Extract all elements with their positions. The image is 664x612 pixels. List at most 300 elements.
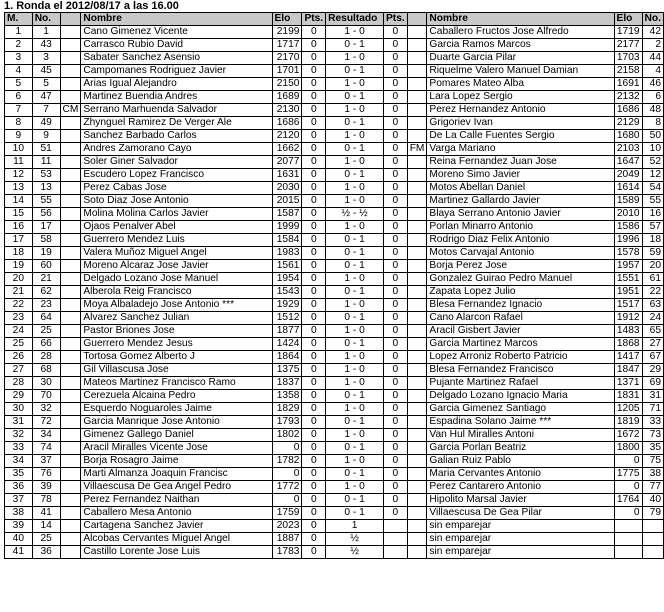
header-no-white: No.	[32, 13, 60, 26]
cell-pts-white: 0	[302, 364, 326, 377]
cell-name-black: Hipolito Marsal Javier	[427, 494, 614, 507]
cell-result: 1 - 0	[326, 351, 384, 364]
cell-pts-black: 0	[384, 468, 408, 481]
cell-pts-black: 0	[384, 156, 408, 169]
cell-no-white: 56	[32, 208, 60, 221]
cell-title-white	[60, 221, 81, 234]
cell-board: 6	[5, 91, 33, 104]
cell-no-white: 37	[32, 455, 60, 468]
header-elo-black: Elo	[614, 13, 642, 26]
table-row	[5, 442, 664, 455]
cell-pts-white: 0	[302, 78, 326, 91]
cell-elo-white: 1864	[272, 351, 302, 364]
cell-pts-white: 0	[302, 455, 326, 468]
cell-title-white	[60, 481, 81, 494]
table-row	[5, 104, 664, 117]
cell-elo-white: 1772	[272, 481, 302, 494]
cell-name-black: Motos Abellan Daniel	[427, 182, 614, 195]
cell-board: 23	[5, 312, 33, 325]
cell-pts-black: 0	[384, 286, 408, 299]
cell-board: 21	[5, 286, 33, 299]
cell-pts-white: 0	[302, 104, 326, 117]
header-name-black: Nombre	[427, 13, 614, 26]
cell-board: 29	[5, 390, 33, 403]
cell-result: 0 - 1	[326, 91, 384, 104]
cell-title-black	[407, 546, 427, 559]
cell-title-white	[60, 416, 81, 429]
cell-name-white: Serrano Marhuenda Salvador	[81, 104, 272, 117]
cell-elo-black: 1703	[614, 52, 642, 65]
cell-no-black: 4	[642, 65, 663, 78]
cell-no-white: 43	[32, 39, 60, 52]
cell-title-black	[407, 260, 427, 273]
table-row	[5, 429, 664, 442]
cell-title-black	[407, 91, 427, 104]
cell-board: 4	[5, 65, 33, 78]
cell-title-black	[407, 429, 427, 442]
cell-pts-black: 0	[384, 39, 408, 52]
cell-board: 34	[5, 455, 33, 468]
cell-no-black: 40	[642, 494, 663, 507]
table-row	[5, 195, 664, 208]
cell-title-black	[407, 351, 427, 364]
cell-result: 1 - 0	[326, 481, 384, 494]
cell-title-white	[60, 377, 81, 390]
cell-elo-black: 1691	[614, 78, 642, 91]
cell-title-white	[60, 117, 81, 130]
cell-elo-black: 1551	[614, 273, 642, 286]
header-result: Resultado	[326, 13, 384, 26]
table-row	[5, 377, 664, 390]
cell-title-white	[60, 494, 81, 507]
cell-result: 1 - 0	[326, 130, 384, 143]
cell-pts-black: 0	[384, 403, 408, 416]
cell-pts-black	[384, 533, 408, 546]
cell-title-white: CM	[60, 104, 81, 117]
cell-pts-white: 0	[302, 507, 326, 520]
cell-no-black: 44	[642, 52, 663, 65]
cell-name-black: Grigoriev Ivan	[427, 117, 614, 130]
cell-pts-black: 0	[384, 312, 408, 325]
cell-title-black	[407, 481, 427, 494]
cell-elo-white: 1829	[272, 403, 302, 416]
cell-title-black	[407, 494, 427, 507]
table-row	[5, 260, 664, 273]
cell-board: 12	[5, 169, 33, 182]
table-row	[5, 247, 664, 260]
table-row	[5, 351, 664, 364]
cell-pts-white: 0	[302, 468, 326, 481]
cell-no-white: 76	[32, 468, 60, 481]
cell-no-black	[642, 520, 663, 533]
cell-no-black: 27	[642, 338, 663, 351]
cell-elo-white: 1983	[272, 247, 302, 260]
cell-elo-white: 1543	[272, 286, 302, 299]
cell-name-white: Gimenez Gallego Daniel	[81, 429, 272, 442]
cell-title-white	[60, 520, 81, 533]
cell-elo-white: 1561	[272, 260, 302, 273]
cell-elo-white: 1782	[272, 455, 302, 468]
cell-title-black	[407, 65, 427, 78]
cell-result: 0 - 1	[326, 117, 384, 130]
cell-title-black	[407, 208, 427, 221]
cell-no-white: 17	[32, 221, 60, 234]
table-row	[5, 221, 664, 234]
table-row	[5, 468, 664, 481]
cell-result: ½	[326, 546, 384, 559]
cell-title-black	[407, 26, 427, 39]
cell-title-white	[60, 91, 81, 104]
cell-elo-black: 0	[614, 455, 642, 468]
cell-name-black: Cano Alarcon Rafael	[427, 312, 614, 325]
cell-name-black: Zapata Lopez Julio	[427, 286, 614, 299]
cell-elo-white: 1584	[272, 234, 302, 247]
cell-title-black	[407, 78, 427, 91]
cell-title-black	[407, 169, 427, 182]
cell-elo-black: 1775	[614, 468, 642, 481]
cell-no-white: 72	[32, 416, 60, 429]
cell-result: 1 - 0	[326, 104, 384, 117]
table-row	[5, 130, 664, 143]
cell-pts-black: 0	[384, 325, 408, 338]
cell-title-black	[407, 104, 427, 117]
cell-name-black: Porlan Minarro Antonio	[427, 221, 614, 234]
cell-title-black	[407, 364, 427, 377]
cell-pts-black: 0	[384, 390, 408, 403]
cell-name-white: Ojaos Penalver Abel	[81, 221, 272, 234]
cell-board: 30	[5, 403, 33, 416]
cell-name-white: Campomanes Rodriguez Javier	[81, 65, 272, 78]
cell-no-white: 64	[32, 312, 60, 325]
cell-elo-black: 1578	[614, 247, 642, 260]
cell-no-white: 60	[32, 260, 60, 273]
cell-title-white	[60, 78, 81, 91]
cell-no-black: 29	[642, 364, 663, 377]
cell-board: 9	[5, 130, 33, 143]
cell-name-white: Borja Rosagro Jaime	[81, 455, 272, 468]
cell-no-black: 63	[642, 299, 663, 312]
table-row	[5, 481, 664, 494]
cell-name-black: sin emparejar	[427, 533, 614, 546]
cell-title-black	[407, 403, 427, 416]
cell-name-white: Guerrero Mendez Jesus	[81, 338, 272, 351]
cell-no-black: 22	[642, 286, 663, 299]
cell-result: 1 - 0	[326, 78, 384, 91]
cell-elo-black: 1819	[614, 416, 642, 429]
table-row	[5, 26, 664, 39]
cell-pts-white: 0	[302, 429, 326, 442]
cell-result: 0 - 1	[326, 338, 384, 351]
cell-name-white: Caballero Mesa Antonio	[81, 507, 272, 520]
cell-elo-black: 1680	[614, 130, 642, 143]
cell-result: 1 - 0	[326, 377, 384, 390]
cell-board: 5	[5, 78, 33, 91]
cell-title-white	[60, 312, 81, 325]
cell-pts-black: 0	[384, 455, 408, 468]
cell-name-white: Soto Diaz Jose Antonio	[81, 195, 272, 208]
cell-no-white: 55	[32, 195, 60, 208]
cell-title-white	[60, 26, 81, 39]
cell-name-white: Pastor Briones Jose	[81, 325, 272, 338]
table-row	[5, 39, 664, 52]
cell-title-black	[407, 182, 427, 195]
cell-elo-white: 1887	[272, 533, 302, 546]
cell-elo-black: 2010	[614, 208, 642, 221]
cell-name-white: Arias Igual Alejandro	[81, 78, 272, 91]
cell-name-black: sin emparejar	[427, 520, 614, 533]
cell-title-black	[407, 507, 427, 520]
cell-title-white	[60, 234, 81, 247]
cell-result: 1 - 0	[326, 52, 384, 65]
cell-board: 8	[5, 117, 33, 130]
cell-title-white	[60, 364, 81, 377]
cell-no-black: 55	[642, 195, 663, 208]
cell-no-white: 32	[32, 403, 60, 416]
cell-name-white: Cano Gimenez Vicente	[81, 26, 272, 39]
cell-result: 0 - 1	[326, 65, 384, 78]
cell-board: 17	[5, 234, 33, 247]
table-row	[5, 182, 664, 195]
cell-title-white	[60, 299, 81, 312]
cell-no-white: 78	[32, 494, 60, 507]
cell-title-white	[60, 169, 81, 182]
cell-title-black	[407, 338, 427, 351]
cell-pts-black: 0	[384, 377, 408, 390]
cell-no-white: 45	[32, 65, 60, 78]
cell-pts-white: 0	[302, 299, 326, 312]
cell-board: 41	[5, 546, 33, 559]
cell-name-white: Alvarez Sanchez Julian	[81, 312, 272, 325]
table-row	[5, 416, 664, 429]
cell-no-white: 14	[32, 520, 60, 533]
cell-no-black: 69	[642, 377, 663, 390]
cell-board: 31	[5, 416, 33, 429]
cell-elo-black: 1517	[614, 299, 642, 312]
cell-pts-black: 0	[384, 481, 408, 494]
cell-pts-white: 0	[302, 182, 326, 195]
cell-pts-white: 0	[302, 351, 326, 364]
cell-pts-black: 0	[384, 338, 408, 351]
header-elo-white: Elo	[272, 13, 302, 26]
cell-board: 26	[5, 351, 33, 364]
cell-pts-white: 0	[302, 286, 326, 299]
cell-pts-black: 0	[384, 65, 408, 78]
cell-pts-black: 0	[384, 91, 408, 104]
cell-name-white: Moreno Alcaraz Jose Javier	[81, 260, 272, 273]
cell-result: 1 - 0	[326, 273, 384, 286]
cell-result: 1 - 0	[326, 325, 384, 338]
cell-elo-black: 2132	[614, 91, 642, 104]
cell-pts-black: 0	[384, 52, 408, 65]
cell-pts-black: 0	[384, 429, 408, 442]
cell-name-white: Escudero Lopez Francisco	[81, 169, 272, 182]
cell-pts-black: 0	[384, 26, 408, 39]
cell-result: 1 - 0	[326, 182, 384, 195]
page-title: 1. Ronda el 2012/08/17 a las 16.00	[4, 0, 179, 12]
cell-result: 0 - 1	[326, 494, 384, 507]
cell-elo-white: 1793	[272, 416, 302, 429]
cell-pts-white: 0	[302, 273, 326, 286]
cell-pts-black: 0	[384, 273, 408, 286]
cell-pts-white: 0	[302, 130, 326, 143]
cell-elo-black: 0	[614, 481, 642, 494]
cell-name-white: Perez Fernandez Naithan	[81, 494, 272, 507]
cell-result: 1 - 0	[326, 455, 384, 468]
cell-no-white: 58	[32, 234, 60, 247]
header-title-black	[407, 13, 427, 26]
cell-name-black: Garcia Martinez Marcos	[427, 338, 614, 351]
cell-result: 0 - 1	[326, 286, 384, 299]
cell-board: 28	[5, 377, 33, 390]
cell-name-black: Pujante Martinez Rafael	[427, 377, 614, 390]
cell-no-white: 9	[32, 130, 60, 143]
cell-title-black	[407, 520, 427, 533]
cell-board: 22	[5, 299, 33, 312]
cell-title-black	[407, 156, 427, 169]
cell-pts-white: 0	[302, 39, 326, 52]
cell-pts-white: 0	[302, 403, 326, 416]
cell-no-black: 42	[642, 26, 663, 39]
cell-title-white	[60, 182, 81, 195]
table-row	[5, 117, 664, 130]
cell-board: 11	[5, 156, 33, 169]
cell-no-black: 12	[642, 169, 663, 182]
cell-board: 16	[5, 221, 33, 234]
cell-title-white	[60, 208, 81, 221]
cell-name-white: Valera Muñoz Miguel Angel	[81, 247, 272, 260]
cell-name-black: Reina Fernandez Juan Jose	[427, 156, 614, 169]
cell-name-black: De La Calle Fuentes Sergio	[427, 130, 614, 143]
cell-board: 18	[5, 247, 33, 260]
cell-name-white: Cerezuela Alcaina Pedro	[81, 390, 272, 403]
cell-name-black: Delgado Lozano Ignacio Maria	[427, 390, 614, 403]
cell-board: 32	[5, 429, 33, 442]
pairings-body	[5, 26, 664, 559]
cell-elo-white: 1929	[272, 299, 302, 312]
cell-name-black: Motos Carvajal Antonio	[427, 247, 614, 260]
cell-elo-white: 0	[272, 468, 302, 481]
cell-no-black: 77	[642, 481, 663, 494]
cell-no-black: 73	[642, 429, 663, 442]
cell-elo-white: 2150	[272, 78, 302, 91]
cell-no-black: 54	[642, 182, 663, 195]
cell-title-black	[407, 273, 427, 286]
cell-board: 24	[5, 325, 33, 338]
cell-title-black: FM	[407, 143, 427, 156]
cell-elo-white: 2170	[272, 52, 302, 65]
cell-no-white: 74	[32, 442, 60, 455]
cell-title-white	[60, 546, 81, 559]
cell-elo-black: 1417	[614, 351, 642, 364]
cell-pts-black: 0	[384, 104, 408, 117]
cell-board: 35	[5, 468, 33, 481]
cell-board: 1	[5, 26, 33, 39]
cell-name-black: Blesa Fernandez Francisco	[427, 364, 614, 377]
cell-no-white: 36	[32, 546, 60, 559]
cell-elo-black: 2103	[614, 143, 642, 156]
cell-title-black	[407, 325, 427, 338]
cell-pts-white: 0	[302, 234, 326, 247]
table-row	[5, 520, 664, 533]
cell-no-black: 18	[642, 234, 663, 247]
cell-no-white: 39	[32, 481, 60, 494]
cell-pts-white: 0	[302, 377, 326, 390]
cell-name-white: Alcobas Cervantes Miguel Angel	[81, 533, 272, 546]
cell-result: 1 - 0	[326, 299, 384, 312]
cell-title-black	[407, 533, 427, 546]
cell-elo-black: 1847	[614, 364, 642, 377]
header-no-black: No.	[642, 13, 663, 26]
cell-pts-white: 0	[302, 65, 326, 78]
cell-no-black: 8	[642, 117, 663, 130]
cell-no-black: 20	[642, 260, 663, 273]
cell-board: 25	[5, 338, 33, 351]
cell-title-white	[60, 195, 81, 208]
cell-pts-black: 0	[384, 299, 408, 312]
cell-elo-white: 2023	[272, 520, 302, 533]
cell-elo-black: 2177	[614, 39, 642, 52]
cell-no-black: 50	[642, 130, 663, 143]
cell-name-black: Blesa Fernandez Ignacio	[427, 299, 614, 312]
cell-no-black: 10	[642, 143, 663, 156]
table-row	[5, 65, 664, 78]
cell-elo-black	[614, 546, 642, 559]
cell-no-white: 68	[32, 364, 60, 377]
table-row	[5, 169, 664, 182]
cell-no-black: 59	[642, 247, 663, 260]
header-title-white	[60, 13, 81, 26]
cell-elo-white: 1802	[272, 429, 302, 442]
cell-no-white: 66	[32, 338, 60, 351]
cell-name-white: Delgado Lozano Jose Manuel	[81, 273, 272, 286]
table-row	[5, 208, 664, 221]
cell-elo-black: 1996	[614, 234, 642, 247]
cell-no-white: 3	[32, 52, 60, 65]
cell-name-black: Blaya Serrano Antonio Javier	[427, 208, 614, 221]
cell-title-white	[60, 260, 81, 273]
cell-board: 15	[5, 208, 33, 221]
cell-title-white	[60, 273, 81, 286]
cell-no-black: 31	[642, 390, 663, 403]
cell-name-black: Martinez Gallardo Javier	[427, 195, 614, 208]
cell-elo-black: 1800	[614, 442, 642, 455]
cell-name-black: Moreno Simo Javier	[427, 169, 614, 182]
cell-no-black: 35	[642, 442, 663, 455]
cell-result: 0 - 1	[326, 39, 384, 52]
cell-name-black: Galian Ruiz Pablo	[427, 455, 614, 468]
cell-name-black: Perez Hernandez Antonio	[427, 104, 614, 117]
table-row	[5, 390, 664, 403]
cell-no-white: 41	[32, 507, 60, 520]
cell-title-black	[407, 416, 427, 429]
cell-no-black	[642, 546, 663, 559]
cell-elo-black	[614, 520, 642, 533]
cell-title-white	[60, 533, 81, 546]
cell-pts-white: 0	[302, 416, 326, 429]
table-row	[5, 403, 664, 416]
cell-elo-black: 2049	[614, 169, 642, 182]
cell-name-black: Rodrigo Diaz Felix Antonio	[427, 234, 614, 247]
cell-no-black: 61	[642, 273, 663, 286]
cell-elo-black: 1589	[614, 195, 642, 208]
cell-pts-white: 0	[302, 156, 326, 169]
cell-pts-white: 0	[302, 26, 326, 39]
cell-title-white	[60, 507, 81, 520]
cell-board: 38	[5, 507, 33, 520]
cell-pts-black: 0	[384, 130, 408, 143]
cell-name-white: Molina Molina Carlos Javier	[81, 208, 272, 221]
cell-name-white: Esquerdo Noguaroles Jaime	[81, 403, 272, 416]
